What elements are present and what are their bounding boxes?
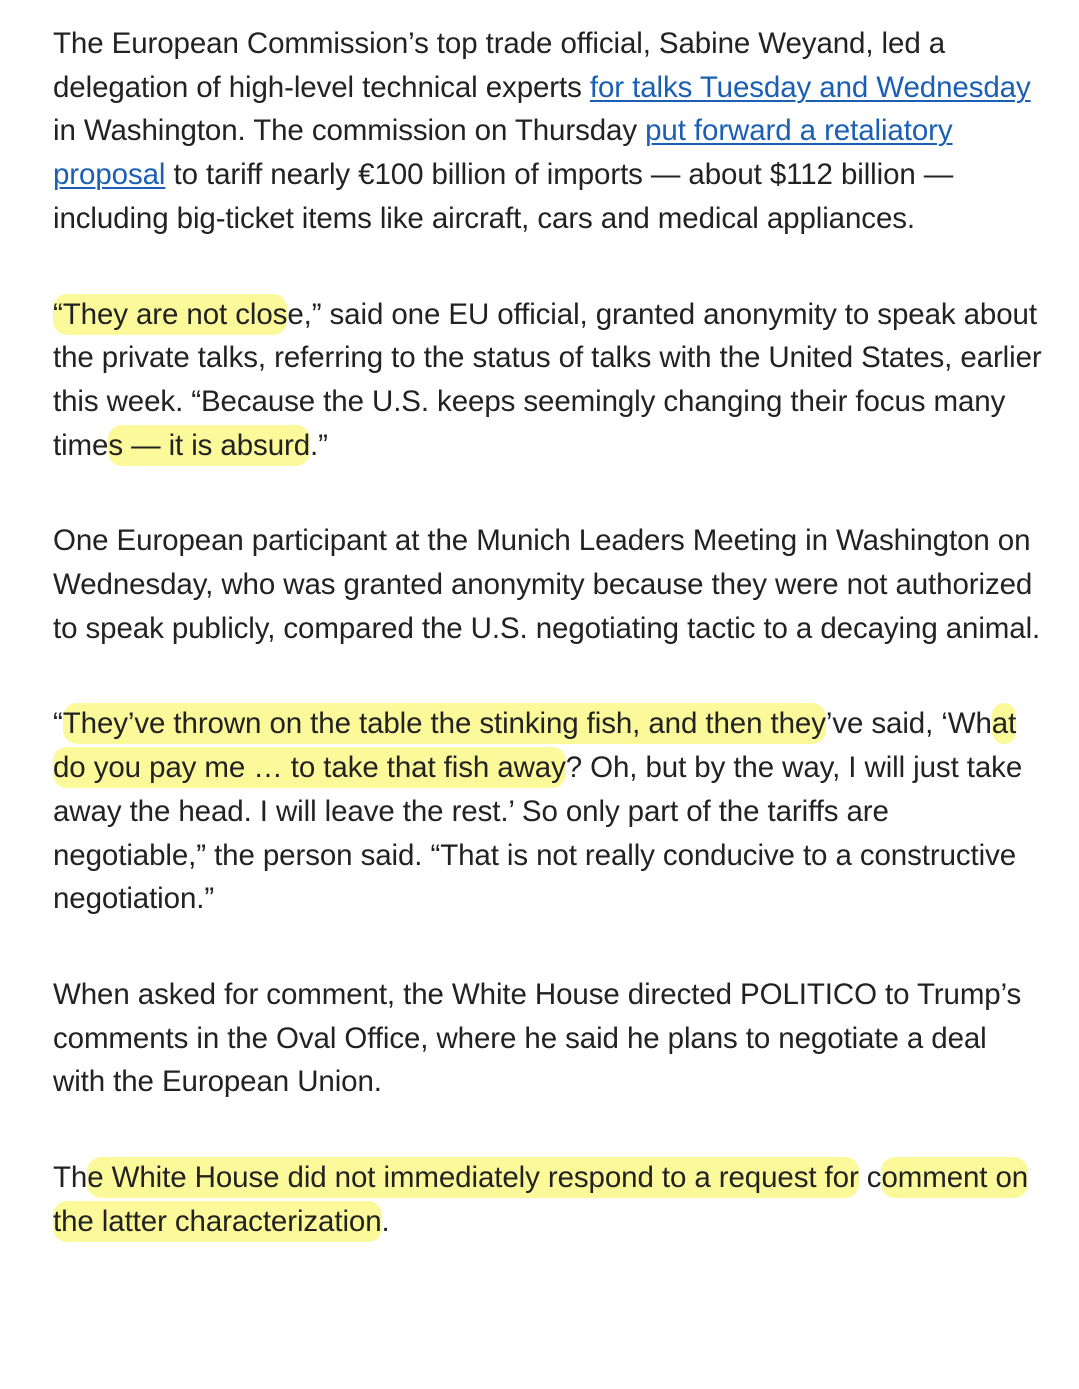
highlighted-quote: omment on the latter characterization (53, 1157, 1028, 1242)
highlighted-quote: They’ve thrown on the table the stinking fish, and then they (63, 703, 826, 744)
paragraph-text: in Washington. The commission on Thursday (53, 114, 646, 148)
highlighted-quote: s — it is absurd (108, 425, 310, 466)
paragraph-text: ’ve said, ‘Wh (825, 707, 992, 741)
paragraph-text: to tariff nearly €100 billion of imports — about $112 billion — including big-ticket items like aircraft, cars and medical appliances. (53, 158, 954, 235)
paragraph-text: “ (53, 707, 63, 741)
article-body (53, 22, 1043, 1295)
highlighted-quote: at do you pay me … to take that fish away (53, 703, 1016, 788)
link-retaliatory-proposal[interactable]: put forward a retaliatory proposal (53, 114, 953, 192)
highlighted-quote: “They are not clos (53, 294, 287, 335)
paragraph-3 (53, 519, 1043, 650)
paragraph-text: c (858, 1161, 882, 1195)
paragraph-text: When asked for comment, the White House directed POLITICO to Trump’s comments in the Oval Office, where he said he plans to negotiate a deal with the European Union. (53, 977, 1022, 1099)
paragraph-text: e,” said one EU official, granted anonymity to speak about the private talks, referring to the status of talks with the United States, earlier this week. “Because the U.S. keeps seemingly changing their focus many time (53, 297, 1042, 462)
link-talks-tuesday-wednesday[interactable]: for talks Tuesday and Wednesday (589, 70, 1031, 104)
paragraph-text: . (381, 1204, 390, 1238)
paragraph-text: .” (310, 428, 328, 462)
highlighted-quote: e White House did not immediately respond to a request for (87, 1157, 858, 1198)
paragraph-2 (53, 293, 1043, 468)
paragraph-4 (53, 702, 1043, 921)
paragraph-text: Th (53, 1161, 88, 1195)
paragraph-5 (53, 973, 1043, 1104)
paragraph-6 (53, 1156, 1043, 1243)
paragraph-text: One European participant at the Munich Leaders Meeting in Washington on Wednesday, who was granted anonymity because they were not authorized to speak publicly, compared the U.S. negotiating tactic to a decaying animal. (53, 524, 1041, 645)
paragraph-text: The European Commission’s top trade official, Sabine Weyand, led a delegation of high-level technical experts (53, 27, 946, 104)
paragraph-1 (53, 22, 1043, 241)
paragraph-text: ? Oh, but by the way, I will just take away the head. I will leave the rest.’ So only part of the tariffs are negotiable,” the person said. “That is not really conducive to a constructive negotiation.” (53, 751, 1023, 916)
